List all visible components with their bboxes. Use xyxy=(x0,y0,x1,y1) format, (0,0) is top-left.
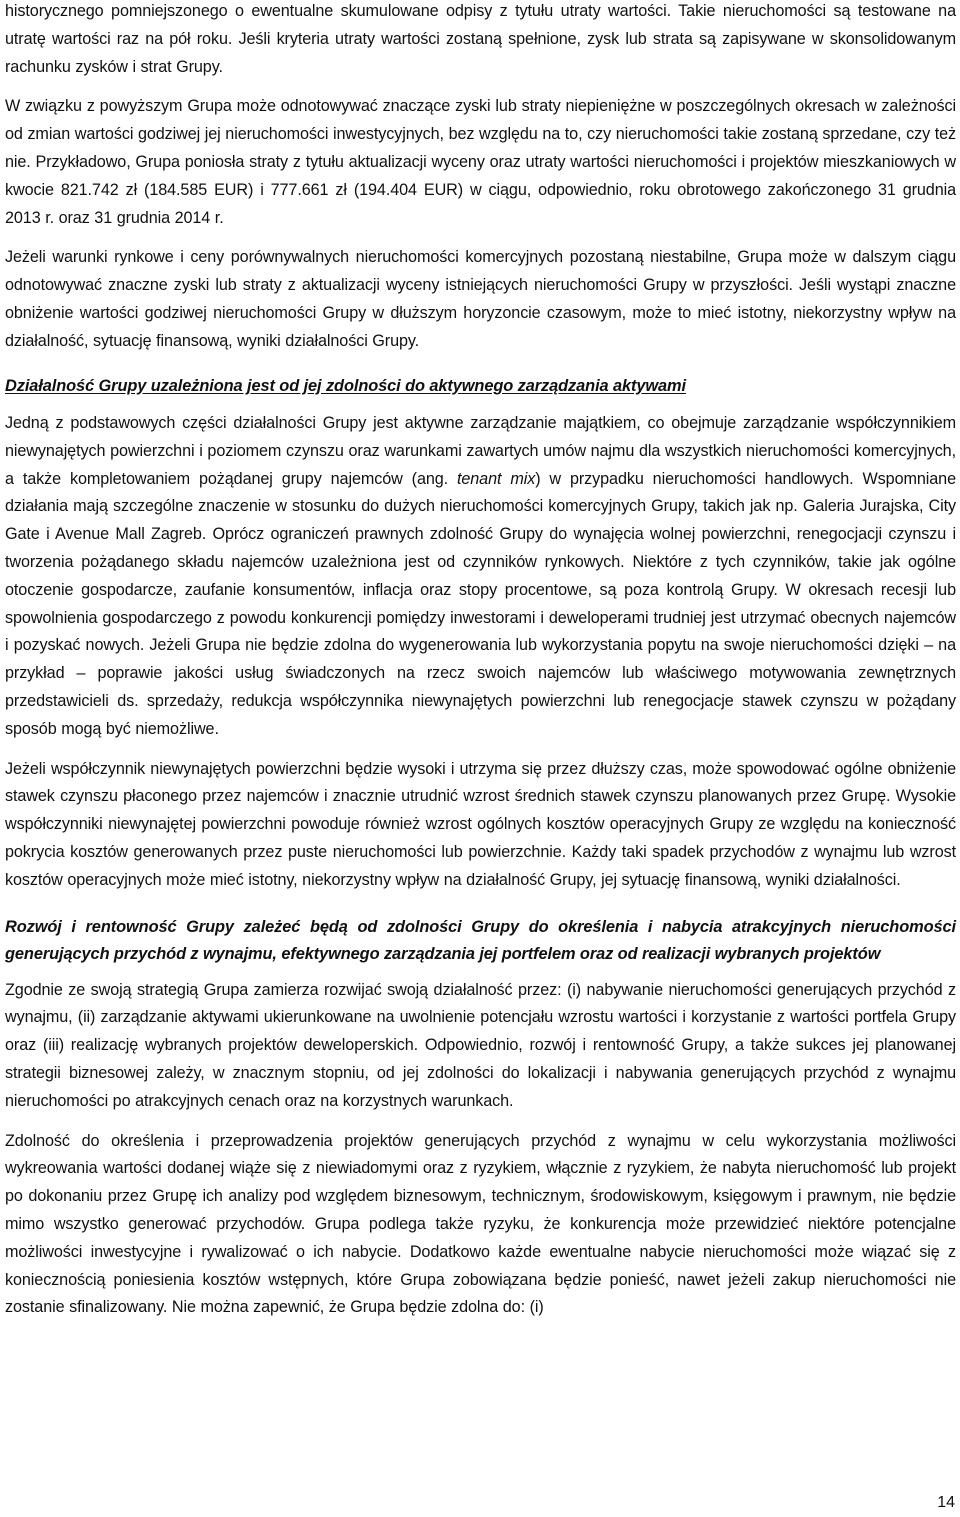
paragraph-strategy: Zgodnie ze swoją strategią Grupa zamierza rozwijać swoją działalność przez: (i) nabywanie nieruchomości generujących przychód z wynajmu, (ii) zarządzanie aktywami ukierunkowane na uwolnienie potencjału wzrostu wartości i korzystanie z wartości portfela Grupy oraz (iii) realizację wybranych projektów deweloperskich. Odpowiednio, rozwój i rentowność Grupy, a także sukces jej planowanej strategii biznesowej zależy, w znacznym stopniu, od jej zdolności do lokalizacji i nabywania generujących przychód z wynajmu nieruchomości po atrakcyjnych cenach oraz na korzystnych warunkach. xyxy=(5,980,956,1110)
paragraph-asset-management-part1: Jedną z podstawowych części działalności Grupy jest aktywne zarządzanie majątkiem, co obejmuje zarządzanie współczynnikiem niewynajętych powierzchni i poziomem czynszu oraz warunkami zawartych umów najmu dla wszystkich nieruchomości komercyjnych, a także kompletowaniem pożądanej grupy najemców (ang. xyxy=(5,414,956,488)
term-tenant-mix: tenant mix xyxy=(456,469,536,488)
section-heading-growth-profitability: Rozwój i rentowność Grupy zależeć będą od zdolności Grupy do określenia i nabycia atrakcyjnych nieruchomości generujących przychód z wynajmu, efektywnego zarządzania jej portfelem oraz od realizacji wybranych projektów xyxy=(5,917,956,964)
paragraph-asset-management-part2: ) w przypadku nieruchomości handlowych. Wspomniane działania mają szczególne znaczenie w stosunku do dużych nieruchomości komercyjnych Grupy, takich jak np. Galeria Jurajska, City Gate i Avenue Mall Zagreb. Oprócz ograniczeń prawnych zdolność Grupy do wynajęcia wolnej powierzchni, renegocjacji czynszu i tworzenia pożądanego składu najemców uzależniona jest od czynników rynkowych. Niektóre z tych czynników, takie jak ogólne otoczenie gospodarcze, zaufanie konsumentów, inflacja oraz stopy procentowe, są poza kontrolą Grupy. W okresach recesji lub spowolnienia gospodarczego z powodu konkurencji pomiędzy inwestorami i deweloperami trudniej jest utrzymać obecnych najemców i pozyskać nowych. Jeżeli Grupa nie będzie zdolna do wygenerowania lub wykorzystania popytu na swoje nieruchomości dzięki – na przykład – poprawie jakości usług świadczonych na rzecz swoich najemców lub właściwego motywowania zewnętrznych przedstawicieli ds. sprzedaży, redukcja współczynnika niewynajętych powierzchni lub renegocjacje stawek czynszu w pożądany sposób mogą być niemożliwe. xyxy=(5,469,956,738)
document-page xyxy=(5,0,956,1322)
page-number: 14 xyxy=(937,1494,955,1511)
paragraph-acquisition-risk: Zdolność do określenia i przeprowadzenia projektów generujących przychód z wynajmu w celu wykorzystania możliwości wykreowania wartości dodanej wiąże się z niewiadomymi oraz z ryzykiem, włącznie z ryzykiem, że nabyta nieruchomość lub projekt po dokonaniu przez Grupę ich analizy pod względem biznesowym, technicznym, środowiskowym, księgowym i prawnym, nie będzie mimo wszystko generować przychodów. Grupa podlega także ryzyku, że konkurencja może przewidzieć niektóre potencjalne możliwości inwestycyjne i rywalizować o ich nabycie. Dodatkowo każde ewentualne nabycie nieruchomości może wiązać się z koniecznością poniesienia kosztów wstępnych, które Grupa zobowiązana będzie ponieść, nawet jeżeli zakup nieruchomości nie zostanie sfinalizowany. Nie można zapewnić, że Grupa będzie zdolna do: (i) xyxy=(5,1131,956,1317)
section-heading-asset-management: Działalność Grupy uzależniona jest od jej zdolności do aktywnego zarządzania aktywami xyxy=(5,376,686,395)
paragraph-vacancy-rate: Jeżeli współczynnik niewynajętych powierzchni będzie wysoki i utrzyma się przez dłuższy czas, może spowodować ogólne obniżenie stawek czynszu płaconego przez najemców i znacznie utrudnić wzrost średnich stawek czynszu planowanych przez Grupę. Wysokie współczynniki niewynajętej powierzchni powoduje również wzrost ogólnych kosztów operacyjnych Grupy ze względu na konieczność pokrycia kosztów generowanych przez puste nieruchomości lub powierzchnie. Każdy taki spadek przychodów z wynajmu lub wzrost kosztów operacyjnych może mieć istotny, niekorzystny wpływ na działalność Grupy, jej sytuację finansową, wyniki działalności. xyxy=(5,759,956,889)
paragraph-asset-management xyxy=(5,410,956,744)
paragraph-impairment-testing: historycznego pomniejszonego o ewentualne skumulowane odpisy z tytułu utraty wartości. Takie nieruchomości są testowane na utratę wartości raz na pół roku. Jeśli kryteria utraty wartości zostaną spełnione, zysk lub strata są zapisywane w skonsolidowanym rachunku zysków i strat Grupy. xyxy=(5,2,956,76)
paragraph-fair-value-gains-losses: W związku z powyższym Grupa może odnotowywać znaczące zyski lub straty niepieniężne w poszczególnych okresach w zależności od zmian wartości godziwej jej nieruchomości inwestycyjnych, bez względu na to, czy nieruchomości takie zostaną sprzedane, czy też nie. Przykładowo, Grupa poniosła straty z tytułu aktualizacji wyceny oraz utraty wartości nieruchomości i projektów mieszkaniowych w kwocie 821.742 zł (184.585 EUR) i 777.661 zł (194.404 EUR) w ciągu, odpowiednio, roku obrotowego zakończonego 31 grudnia 2013 r. oraz 31 grudnia 2014 r. xyxy=(5,97,956,227)
paragraph-market-conditions: Jeżeli warunki rynkowe i ceny porównywalnych nieruchomości komercyjnych pozostaną niestabilne, Grupa może w dalszym ciągu odnotowywać znaczne zyski lub straty z aktualizacji wyceny istniejących nieruchomości Grupy w przyszłości. Jeśli wystąpi znaczne obniżenie wartości godziwej nieruchomości Grupy w dłuższym horyzoncie czasowym, może to mieć istotny, niekorzystny wpływ na działalność, sytuację finansową, wyniki działalności Grupy. xyxy=(5,248,956,350)
